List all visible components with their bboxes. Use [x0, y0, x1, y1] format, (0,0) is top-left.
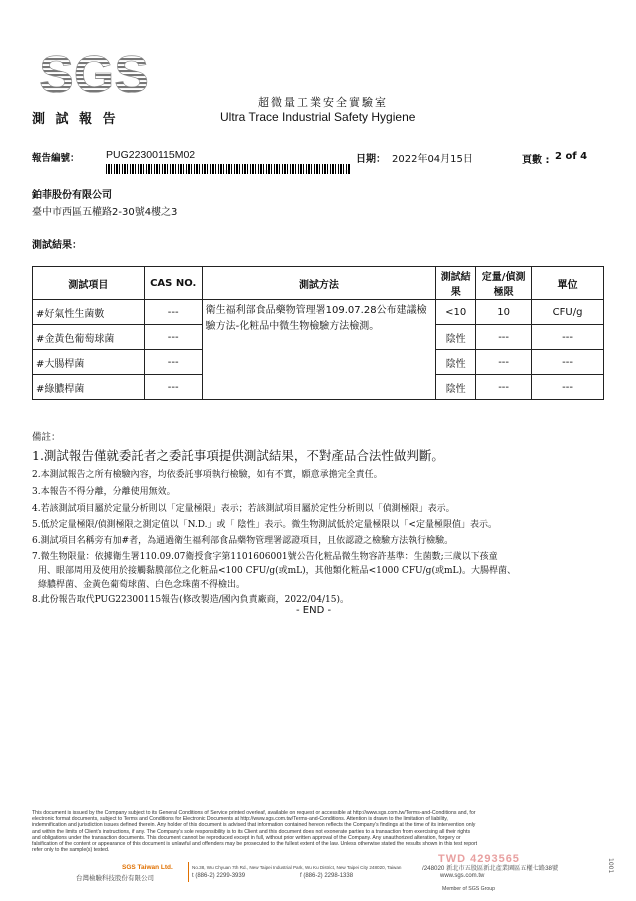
- report-title: 測 試 報 告: [32, 112, 119, 127]
- cell-item: #大腸桿菌: [33, 350, 145, 375]
- end-marker: - END -: [296, 605, 332, 616]
- cell-unit: CFU/g: [532, 300, 604, 325]
- cell-unit: ---: [532, 350, 604, 375]
- report-date-label: 日期：: [356, 154, 386, 165]
- footer-address-en: No.38, Wu Chyuan 7th Rd., New Taipei Industrial Park, Wu Ku District, New Taipei City 248020, Taiwan: [192, 865, 402, 870]
- sgs-logo: [39, 42, 149, 104]
- cell-method: 衛生福利部食品藥物管理署109.07.28公布建議檢驗方法-化粧品中微生物檢驗方法檢測。: [202, 300, 436, 400]
- disclaimer-line: indemnification and jurisdiction issues defined therein. Any holder of this document is advised that information contained hereon reflects the Company's findings at the time of its intervention only: [32, 822, 476, 829]
- cell-limit: ---: [476, 325, 532, 350]
- note-2: 2.本測試報告之所有檢驗內容，均依委託事項執行檢驗，如有不實，願意承擔完全責任。: [32, 470, 383, 480]
- cell-limit: 10: [476, 300, 532, 325]
- cell-cas: ---: [144, 375, 202, 400]
- side-code: 1001: [607, 858, 614, 874]
- client-name: 鉑菲股份有限公司: [32, 190, 112, 201]
- report-barcode: [106, 164, 350, 174]
- cell-result: 陰性: [436, 350, 476, 375]
- cell-item: #好氣性生菌數: [33, 300, 145, 325]
- footer-divider: [188, 862, 189, 882]
- note-3: 3.本報告不得分離，分離使用無效。: [32, 487, 176, 497]
- footer-phone: t (886-2) 2299-3939: [192, 873, 246, 879]
- header-item: 測試項目: [33, 267, 145, 300]
- disclaimer-line: and within the limits of Client's instructions, if any. The Company's sole responsibility is to its Client and this document does not exonerate parties to a transaction from exercising all their rights: [32, 828, 471, 835]
- cell-unit: ---: [532, 325, 604, 350]
- note-1: 1.測試報告僅就委託者之委託事項提供測試結果，不對產品合法性做判斷。: [32, 448, 444, 463]
- note-7-line-3: 綠膿桿菌、金黃色葡萄球菌、白色念珠菌不得檢出。: [38, 580, 246, 590]
- cell-unit: ---: [532, 375, 604, 400]
- cell-cas: ---: [144, 300, 202, 325]
- cell-limit: ---: [476, 375, 532, 400]
- disclaimer-line: falsification of the content or appearance of this document is unlawful and offenders may be prosecuted to the fullest extent of the law. Unless otherwise stated the results shown in this test report: [32, 841, 478, 848]
- note-6: 6.測試項目名稱旁有加#者，為通過衛生福利部食品藥物管理署認證項目，且依認證之檢驗方法執行檢驗。: [32, 536, 454, 546]
- svg-text:SGS: SGS: [39, 46, 149, 104]
- disclaimer: [32, 810, 608, 853]
- cell-cas: ---: [144, 325, 202, 350]
- note-7-line-1: 7.微生物限量：依據衛生署110.09.07衛授食字第1101606001號公告化粧品微生物容許基準：生菌數;三歲以下孩童: [32, 552, 498, 562]
- note-4: 4.若該測試項目屬於定量分析則以「定量極限」表示；若該測試項目屬於定性分析則以「偵測極限」表示。: [32, 504, 455, 514]
- cell-limit: ---: [476, 350, 532, 375]
- results-table: [32, 266, 604, 400]
- table-row: [33, 300, 604, 325]
- report-number-label: 報告編號：: [32, 153, 80, 164]
- footer-fax: f (886-2) 2298-1338: [300, 873, 354, 879]
- cell-item: #金黃色葡萄球菌: [33, 325, 145, 350]
- client-address: 臺中市西區五權路2-30號4樓之3: [32, 207, 178, 218]
- disclaimer-line: refer only to the sample(s) tested.: [32, 847, 110, 854]
- cell-item: #綠膿桿菌: [33, 375, 145, 400]
- cell-result: <10: [436, 300, 476, 325]
- footer-address-zh: /248020 新北市五股區新北產業園區五權七路38號: [422, 865, 559, 872]
- cell-result: 陰性: [436, 375, 476, 400]
- disclaimer-line: electronic format documents, subject to Terms and Conditions for Electronic Documents at http://www.sgs.com.tw/Terms-and-Conditions. Attention is drawn to the limitation of liability,: [32, 816, 448, 823]
- header-limit: 定量/偵測極限: [476, 267, 532, 300]
- page-number: 2 of 4: [555, 151, 588, 162]
- table-header-row: [33, 267, 604, 300]
- lab-name-en: Ultra Trace Industrial Safety Hygiene: [220, 110, 416, 124]
- header-method: 測試方法: [202, 267, 436, 300]
- disclaimer-line: and obligations under the transaction documents. This document cannot be reproduced except in full, without prior written approval of the Company. Any unauthorized alteration, forgery or: [32, 834, 461, 841]
- notes-label: 備註：: [32, 432, 61, 443]
- note-8: 8.此份報告取代PUG22300115報告(修改製造/國內負責廠商，2022/04/15)。: [32, 595, 349, 605]
- header-unit: 單位: [532, 267, 604, 300]
- header-result: 測試結果: [436, 267, 476, 300]
- footer-company-en: SGS Taiwan Ltd.: [122, 864, 173, 871]
- footer-website: www.sgs.com.tw: [440, 873, 485, 879]
- header-cas: CAS NO.: [144, 267, 202, 300]
- footer-member: Member of SGS Group: [442, 886, 496, 892]
- footer-company-zh: 台灣檢驗科技股份有限公司: [76, 875, 154, 882]
- serial-number: TWD 4293565: [438, 853, 520, 865]
- report-date: 2022年04月15日: [392, 154, 473, 165]
- results-label: 測試結果：: [32, 240, 82, 251]
- cell-cas: ---: [144, 350, 202, 375]
- disclaimer-line: This document is issued by the Company subject to its General Conditions of Service printed overleaf, available on request or accessible at http://www.sgs.com.tw/Terms-and-Conditions and, for: [32, 810, 476, 816]
- note-7-line-2: 用、眼部周用及使用於接觸黏膜部位之化粧品<100 CFU/g(或mL)，其他類化粧品<1000 CFU/g(或mL)。大腸桿菌、: [38, 566, 516, 576]
- report-number: PUG22300115M02: [106, 149, 196, 161]
- note-5: 5.低於定量極限/偵測極限之測定值以「N.D.」或「 陰性」表示。微生物測試低於定量極限以「<定量極限值」表示。: [32, 520, 497, 530]
- page-label: 頁數 :: [522, 155, 550, 166]
- cell-result: 陰性: [436, 325, 476, 350]
- lab-name-zh: 超微量工業安全實驗室: [258, 96, 388, 109]
